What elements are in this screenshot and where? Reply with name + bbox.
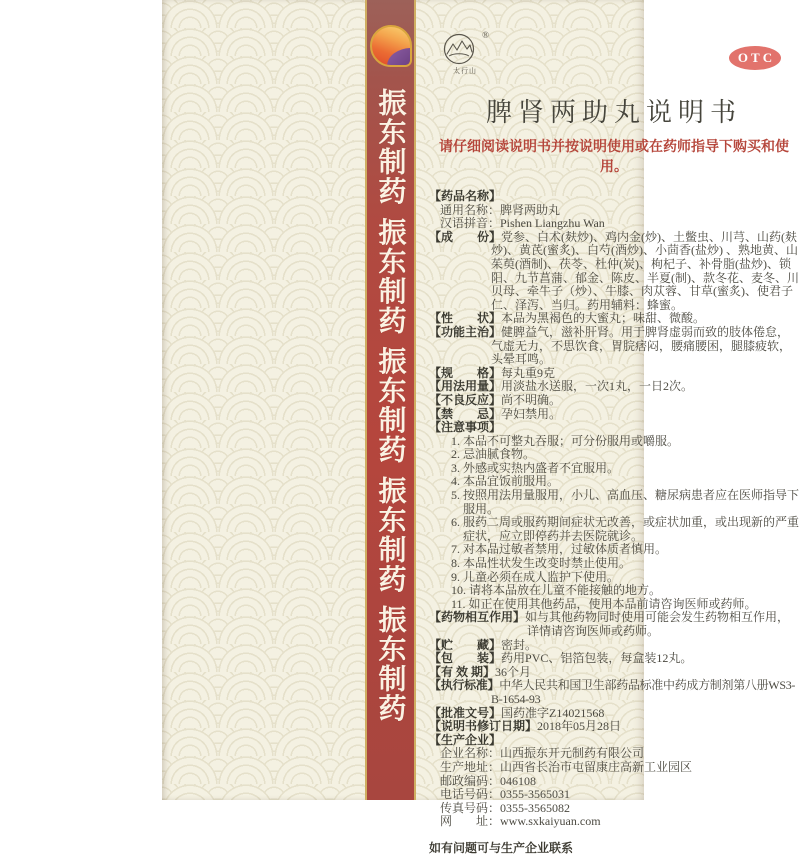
section-label: 【不良反应】 xyxy=(429,392,502,407)
section-label: 【注意事项】 xyxy=(429,420,502,435)
generic-name-line: 通用名称：脾肾两助丸 xyxy=(440,202,561,217)
section-label: 【成 份】 xyxy=(429,229,502,244)
otc-badge: OTC xyxy=(729,46,781,70)
contact-note: 如有问题可与生产企业联系 xyxy=(429,840,574,855)
section-text: 药用PVC、铝箔包装，每盒装12丸。 xyxy=(501,651,693,666)
precaution-item: 5. 按照用法用量服用，小儿、高血压、糖尿病患者应在医师指导下服用。 xyxy=(451,488,800,516)
section-label: 【有 效 期】 xyxy=(429,664,496,679)
manufacturer-row: 企业名称：山西振东开元制药有限公司 xyxy=(440,746,645,761)
section-standard xyxy=(429,679,799,706)
manufacturer-row: 传真号码：0355-3565082 xyxy=(440,800,570,815)
section-revision-date xyxy=(429,720,799,734)
section-text: 本品为黑褐色的大蜜丸；味甜、微酸。 xyxy=(501,311,706,326)
section-packaging xyxy=(429,652,799,666)
section-adverse-reactions xyxy=(429,394,799,408)
sun-logo-purple-wave xyxy=(387,48,411,67)
section-drug-interactions xyxy=(429,611,799,638)
precaution-item: 9. 儿童必须在成人监护下使用。 xyxy=(451,569,620,584)
section-text: 2018年05月28日 xyxy=(537,719,622,734)
precaution-item: 11. 如正在使用其他药品，使用本品前请咨询医师或药师。 xyxy=(451,596,757,611)
section-text: 每丸重9克 xyxy=(501,365,556,380)
section-label: 【生产企业】 xyxy=(429,732,502,747)
manufacturer-row: 邮政编码：046108 xyxy=(440,773,537,788)
section-label: 【说明书修订日期】 xyxy=(429,719,538,734)
precaution-item: 8. 本品性状发生改变时禁止使用。 xyxy=(451,556,632,571)
section-label: 【性 状】 xyxy=(429,311,502,326)
precaution-item: 10. 请将本品放在儿童不能接触的地方。 xyxy=(451,583,662,598)
section-label: 【规 格】 xyxy=(429,365,502,380)
section-drug-name xyxy=(429,190,799,204)
insert-body xyxy=(429,190,799,856)
section-text: 用淡盐水送服，一次1丸，一日2次。 xyxy=(501,379,694,394)
section-label: 【药品名称】 xyxy=(429,189,502,203)
section-label: 【用法用量】 xyxy=(429,379,502,394)
brand-ribbon xyxy=(365,0,416,800)
section-text: 健脾益气，滋补肝肾。用于脾肾虚弱而致的肢体倦怠，气虚无力，不思饮食，胃脘痞闷，腰痛腰困，腿膝疲软，头晕耳鸣。 xyxy=(491,324,792,367)
section-text: 孕妇禁用。 xyxy=(501,406,562,421)
trademark-name: 太行山 xyxy=(453,67,477,75)
precaution-item: 4. 本品宜饭前服用。 xyxy=(451,474,560,489)
precaution-item: 7. 对本品过敏者禁用，过敏体质者慎用。 xyxy=(451,542,668,557)
section-label: 【执行标准】 xyxy=(429,678,500,693)
section-label: 【包 装】 xyxy=(429,651,502,666)
section-label: 【功能主治】 xyxy=(429,324,502,339)
section-description xyxy=(429,312,799,326)
package-insert-paper xyxy=(162,0,800,855)
registered-mark: ® xyxy=(482,30,489,40)
manufacturer-row: 网 址：www.sxkaiyuan.com xyxy=(440,814,601,829)
manufacturer-row: 电话号码：0355-3565031 xyxy=(440,787,570,802)
section-text: 党参、白术(麸炒)、鸡内金(炒)、土鳖虫、川芎、山药(麸炒)、黄芪(蜜炙)、白芍(酒炒)、小茴香(盐炒) 、熟地黄、山茱萸(酒制)、茯苓、杜仲(炭)、枸杞子、补骨脂(盐炒)、锁阳、九节菖蒲、郁金、陈皮、半夏(制)、款冬花、麦冬、川贝母、牵牛子（炒）、牛膝、肉苁蓉、甘草(蜜炙)、使君子仁、泽泻、当归。药用辅料：蜂蜜。 xyxy=(491,229,799,312)
precaution-item: 1. 本品不可整丸吞服；可分份服用或嚼服。 xyxy=(451,433,680,448)
section-text: 尚不明确。 xyxy=(501,392,562,407)
manufacturer-row: 生产地址：山西省长治市屯留康庄高新工业园区 xyxy=(440,759,693,774)
taihangshan-trademark xyxy=(439,32,495,78)
section-precautions xyxy=(429,421,799,435)
section-text: 36个月 xyxy=(495,664,532,679)
section-text: 中华人民共和国卫生部药品标准中药成方制剂第八册WS3-B-1654-93 xyxy=(491,678,796,706)
precaution-item: 2. 忌油腻食物。 xyxy=(451,447,536,462)
zhendong-sun-logo-icon xyxy=(370,25,412,67)
precaution-item: 6. 服药二周或服药期间症状无改善，或症状加重，或出现新的严重症状，应立即停药并去医院就诊。 xyxy=(451,515,800,543)
pinyin-line: 汉语拼音：Pishen Liangzhu Wan xyxy=(440,216,605,231)
usage-notice: 请仔细阅读说明书并按说明使用或在药师指导下购买和使用。 xyxy=(439,140,789,175)
section-text: 密封。 xyxy=(501,637,538,652)
section-label: 【贮 藏】 xyxy=(429,637,502,652)
document-title: 脾肾两助丸说明书 xyxy=(485,98,742,127)
section-text: 如与其他药物同时使用可能会发生药物相互作用，详情请咨询医师或药师。 xyxy=(525,610,790,638)
section-text: 国药准字Z14021568 xyxy=(501,705,605,720)
section-dosage xyxy=(429,380,799,394)
section-indications xyxy=(429,326,799,367)
insert-content xyxy=(429,0,799,856)
section-label: 【禁 忌】 xyxy=(429,406,502,421)
section-label: 【药物相互作用】 xyxy=(429,610,526,625)
section-label: 【批准文号】 xyxy=(429,705,502,720)
brand-ribbon-text: 振东制药 振东制药 振东制药 振东制药 振东制药 xyxy=(374,88,408,723)
section-ingredients xyxy=(429,231,799,313)
precaution-item: 3. 外感或实热内盛者不宜服用。 xyxy=(451,460,620,475)
